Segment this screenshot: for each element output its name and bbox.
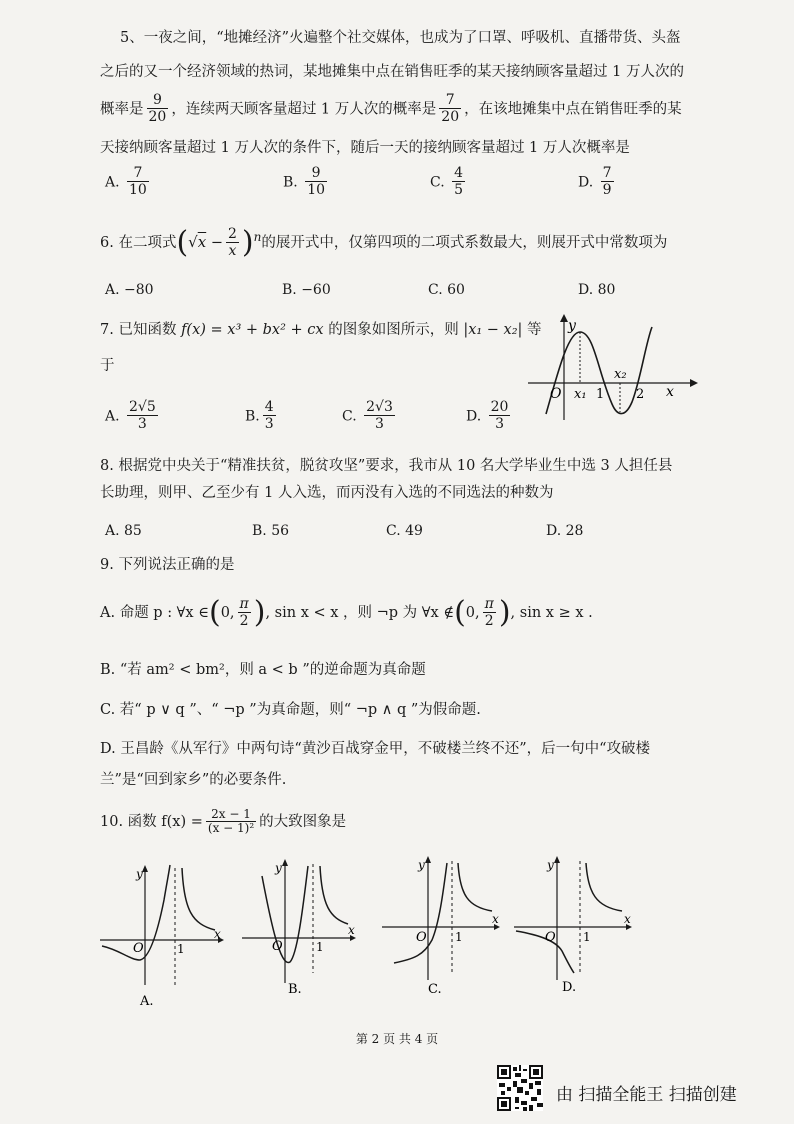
- svg-text:1: 1: [455, 930, 463, 944]
- page-footer: 第 2 页 共 4 页: [355, 1032, 439, 1046]
- scanner-watermark: 由 扫描全能王 扫描创建: [556, 1085, 737, 1105]
- q9-option-c: C. 若“ p ∨ q ”、“ ¬p ”为真命题，则“ ¬p ∧ q ”为假命题.: [100, 702, 481, 718]
- label-x: x: [666, 384, 674, 400]
- q5-frac2: $\frac{7}{20}$: [441, 92, 460, 126]
- label-2: 2: [636, 387, 645, 402]
- q10-graph-d: [512, 855, 637, 995]
- q5-frac1: $\frac{9}{20}$: [148, 92, 167, 126]
- svg-text:y: y: [136, 867, 143, 881]
- svg-text:1: 1: [583, 930, 591, 944]
- q7-option-d: D. $\frac{20}{3}$: [466, 399, 509, 433]
- svg-text:x: x: [348, 923, 355, 937]
- q9-option-b: B. “若 am² < bm²，则 a < b ”的逆命题为真命题: [100, 662, 426, 678]
- q7-stem: 7. 已知函数 f(x) = x³ + bx² + cx 的图象如图所示，则 |x₁ − x₂| 等: [100, 322, 542, 338]
- q7-option-b: B. $\frac{4}{3}$: [245, 399, 274, 433]
- svg-text:y: y: [418, 858, 425, 872]
- svg-text:O: O: [133, 941, 144, 956]
- label-c: C.: [428, 982, 442, 995]
- q5-line4: 天接纳顾客量超过 1 万人次的条件下，随后一天的接纳顾客量超过 1 万人次概率是: [100, 140, 630, 156]
- q9-option-a: A. 命题 p : ∀x ∈(0, $\frac{\pi}{2}$ ), sin x < x ，则 ¬p 为 ∀x ∉(0, $\frac{\pi}{2}$ ), sin x ≥ x .: [100, 595, 593, 630]
- q6-stem: 6. 在二项式(√x − $\frac{2}{x}$ )$^n$的展开式中，仅第四项的二项式系数最大，则展开式中常数项为: [100, 225, 668, 260]
- q8-option-a: A. 85: [105, 523, 142, 539]
- label-b: B.: [288, 982, 302, 997]
- svg-text:x: x: [492, 912, 499, 926]
- q5-option-a: A. $\frac{7}{10}$: [105, 165, 147, 199]
- q9-option-d-line2: 兰”是“回到家乡”的必要条件.: [100, 772, 287, 788]
- y-arrow: [560, 314, 568, 322]
- label-1: 1: [596, 387, 605, 402]
- svg-text:x: x: [624, 912, 631, 926]
- q7-line2: 于: [100, 358, 115, 374]
- label-x2: x₂: [614, 367, 627, 382]
- q8-line2: 长助理，则甲、乙至少有 1 人入选，而丙没有入选的不同选法的种数为: [100, 485, 554, 501]
- right-branch: [182, 868, 215, 930]
- q5-line3: [100, 93, 682, 125]
- q5-line2: 之后的又一个经济领域的热词，某地摊集中点在销售旺季的某天接纳顾客量超过 1 万人次的: [100, 64, 684, 80]
- svg-text:y: y: [547, 858, 554, 872]
- svg-text:y: y: [275, 861, 282, 875]
- q8-option-b: B. 56: [252, 523, 290, 539]
- q5-text: ，连续两天顾客量超过 1 万人次的概率是: [171, 101, 437, 118]
- q6-option-a: A. −80: [105, 282, 154, 298]
- label-o: O: [550, 386, 562, 402]
- q6-option-b: B. −60: [282, 282, 331, 298]
- q5-text: 概率是: [100, 101, 144, 118]
- q10-graph-a: [100, 860, 230, 1010]
- q5-option-c: C. $\frac{4}{5}$: [430, 165, 464, 199]
- q6-option-d: D. 80: [578, 282, 616, 298]
- svg-text:x: x: [214, 927, 221, 941]
- q7-cubic-graph: [528, 312, 698, 422]
- q7-option-c: C. $\frac{2√3}{3}$: [342, 399, 393, 433]
- label-a: A.: [140, 994, 154, 1009]
- q8-option-d: D. 28: [546, 523, 584, 539]
- q5-line1: 5、一夜之间，“地摊经济”火遍整个社交媒体，也成为了口罩、呼吸机、直播带货、头盔: [120, 30, 681, 46]
- left-branch: [394, 863, 447, 963]
- label-x1: x₁: [574, 387, 587, 402]
- svg-text:O: O: [272, 939, 283, 954]
- label-y: y: [568, 318, 576, 334]
- x-arrow: [690, 379, 698, 387]
- q8-option-c: C. 49: [386, 523, 423, 539]
- q5-option-b: B. $\frac{9}{10}$: [283, 165, 326, 199]
- q10-stem: 10. 函数 f(x) = $\frac{2x - 1}{\text{(x − 1)²}}$ 的大致图象是: [100, 807, 347, 836]
- q5-text: ，在该地摊集中点在销售旺季的某: [464, 101, 682, 118]
- right-branch: [586, 863, 622, 911]
- q9-option-d-line1: D. 王昌龄《从军行》中两句诗“黄沙百战穿金甲，不破楼兰终不还”，后一句中“攻破楼: [100, 741, 651, 757]
- svg-text:O: O: [545, 930, 556, 945]
- q10-graph-c: [380, 855, 505, 995]
- q7-option-a: A. $\frac{2√5}{3}$: [105, 399, 156, 433]
- right-branch: [458, 863, 492, 911]
- svg-text:1: 1: [316, 940, 324, 954]
- svg-text:1: 1: [177, 942, 185, 956]
- q10-graph-b: [240, 858, 360, 998]
- svg-text:O: O: [416, 930, 427, 945]
- q5-option-d: D. $\frac{7}{9}$: [578, 165, 612, 199]
- q8-line1: 8. 根据党中央关于“精准扶贫，脱贫攻坚”要求，我市从 10 名大学毕业生中选 3 人担任县: [100, 458, 673, 474]
- q6-option-c: C. 60: [428, 282, 465, 298]
- qr-code-icon: [497, 1065, 543, 1111]
- q9-title: 9. 下列说法正确的是: [100, 557, 235, 573]
- right-branch: [320, 866, 348, 924]
- label-d: D.: [562, 980, 577, 995]
